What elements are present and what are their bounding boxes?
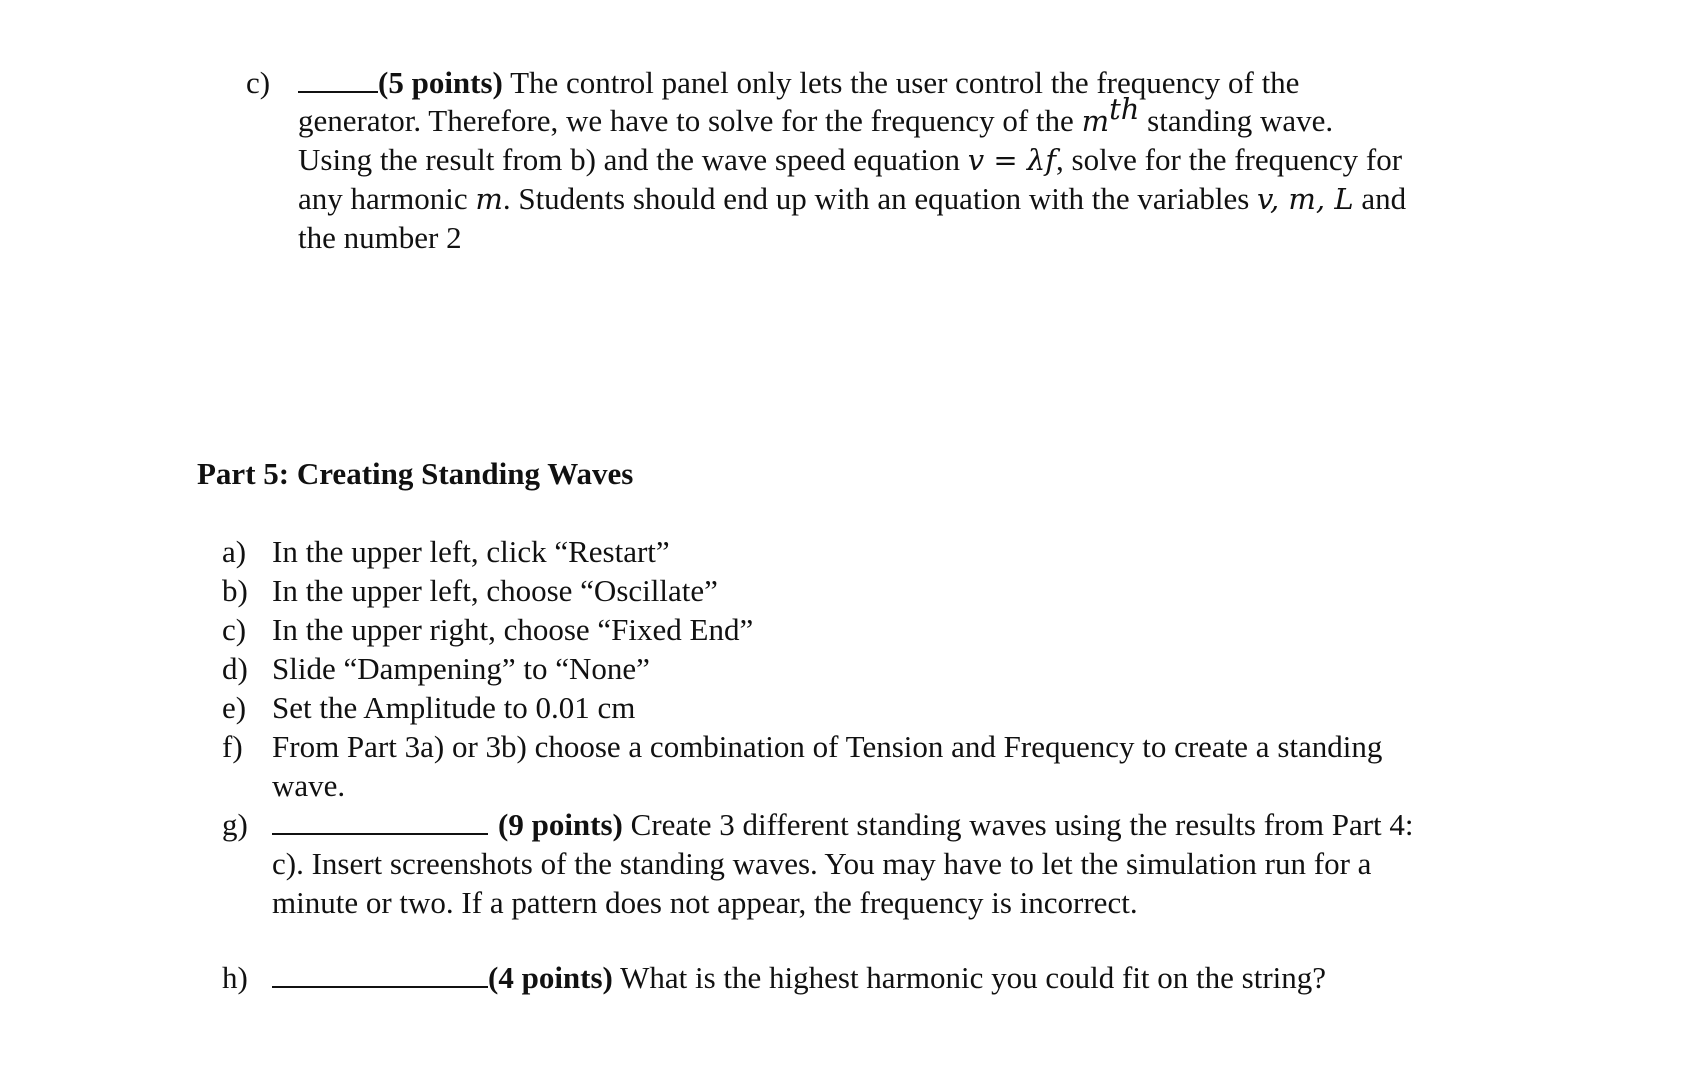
question-c-line1: (5 points) The control panel only lets the user control the frequency of the xyxy=(298,64,1299,102)
points-g: (9 points) xyxy=(498,807,623,842)
list-item-label: b) xyxy=(222,573,248,608)
list-item-label: c) xyxy=(222,612,247,647)
question-c-line5: the number 2 xyxy=(298,220,462,255)
list-item: In the upper left, choose “Oscillate” xyxy=(272,573,718,608)
question-g-line1: (9 points) Create 3 different standing waves using the results from Part 4: xyxy=(272,806,1414,844)
question-c-line4: any harmonic m. Students should end up with an equation with the variables v, m, L and xyxy=(298,181,1407,216)
question-c-line2: generator. Therefore, we have to solve for the frequency of the $m^{th}$ standing wave. xyxy=(298,92,1334,138)
question-c-label: c) xyxy=(246,65,271,100)
answer-blank-h[interactable] xyxy=(272,960,488,988)
question-c-line3: Using the result from b) and the wave speed equation v = λf, solve for the frequency for xyxy=(298,142,1403,177)
section-heading: Part 5: Creating Standing Waves xyxy=(197,456,634,491)
question-g-label: g) xyxy=(222,807,248,842)
question-h-label: h) xyxy=(222,960,248,995)
question-h-line1: (4 points) What is the highest harmonic you could fit on the string? xyxy=(272,959,1326,997)
points-c: (5 points) xyxy=(378,65,503,100)
wave-speed-equation: v = λf xyxy=(967,143,1056,177)
answer-blank-c[interactable] xyxy=(298,65,378,93)
list-item-label: a) xyxy=(222,534,247,569)
list-item-label: d) xyxy=(222,651,248,686)
list-item-continuation: wave. xyxy=(272,768,346,803)
list-item: Set the Amplitude to 0.01 cm xyxy=(272,690,636,725)
list-item-label: f) xyxy=(222,729,243,764)
answer-blank-g[interactable] xyxy=(272,807,488,835)
list-item: In the upper right, choose “Fixed End” xyxy=(272,612,754,647)
list-item: From Part 3a) or 3b) choose a combination of Tension and Frequency to create a standing xyxy=(272,729,1383,764)
points-h: (4 points) xyxy=(488,960,613,995)
list-item-label: e) xyxy=(222,690,247,725)
list-item: In the upper left, click “Restart” xyxy=(272,534,670,569)
list-item: Slide “Dampening” to “None” xyxy=(272,651,650,686)
question-g-line2: c). Insert screenshots of the standing waves. You may have to let the simulation run for a xyxy=(272,846,1372,881)
question-g-line3: minute or two. If a pattern does not appear, the frequency is incorrect. xyxy=(272,885,1138,920)
